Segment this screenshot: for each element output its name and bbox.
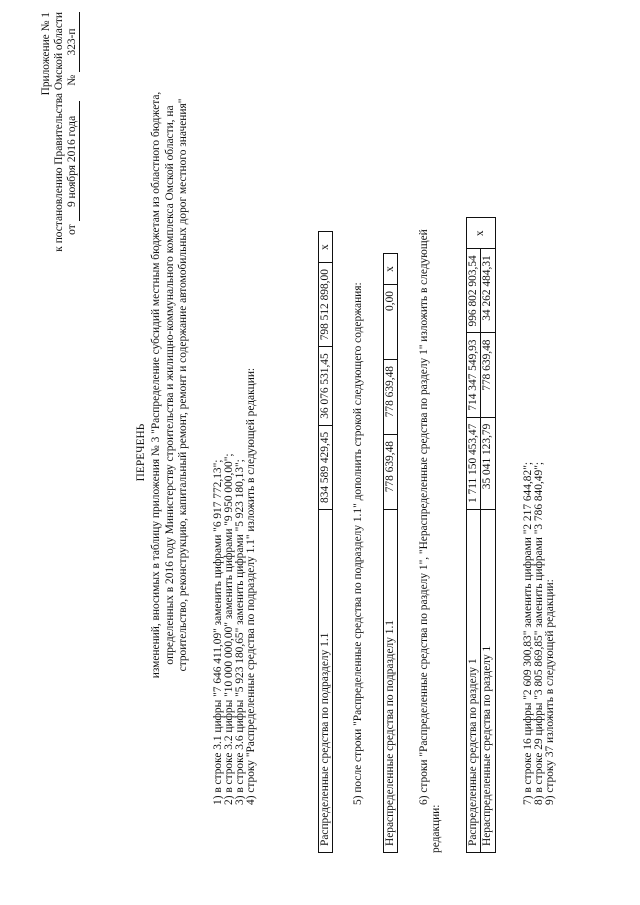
number-sign: № <box>66 74 78 86</box>
amendment-item-6-continuation: редакции: <box>430 804 442 853</box>
table-row <box>384 254 398 853</box>
amendment-item-6: 6) строки "Распределенные средства по разделу 1", "Нераспределенные средства по разделу 1" изложить в следующей <box>418 229 430 805</box>
table-cell: 1 711 150 453,47 <box>467 417 481 509</box>
table-cell: 35 041 123,79 <box>481 417 495 509</box>
table-row <box>467 218 481 853</box>
resolution-number: 323-п <box>67 12 80 72</box>
table-cell: 778 639,48 <box>384 435 398 510</box>
appendix-header <box>40 12 79 252</box>
table-cell: 996 802 903,54 <box>467 249 481 333</box>
list-item: 4) строку "Распределенные средства по подразделу 1.1" изложить в следующей редакции: <box>245 367 257 805</box>
table-row <box>481 218 495 853</box>
table-cell: х <box>467 218 496 249</box>
table-cell: 34 262 484,31 <box>481 249 495 333</box>
appendix-number: Приложение № 1 <box>40 12 52 96</box>
table-cell: 834 589 429,45 <box>319 425 333 509</box>
table-cell: 714 347 549,93 <box>467 333 481 417</box>
table-cell: 778 639,48 <box>481 333 495 417</box>
table-section-1 <box>466 217 496 853</box>
resolution-date: 9 ноября 2016 года <box>67 101 80 221</box>
table-cell: 778 639,48 <box>384 360 398 435</box>
list-item: 9) строку 37 изложить в следующей редакции: <box>544 579 556 805</box>
table-cell: 0,00 <box>384 285 398 360</box>
intro-line: изменений, вносимых в таблицу приложения № 3 "Распределение субсидий местным бюджетам из областного бюджета, <box>150 91 162 679</box>
document-intro <box>150 5 191 765</box>
intro-line: строительство, реконструкцию, капитальный ремонт, ремонт и содержание автомобильных дорог местного значения" <box>177 98 190 672</box>
list-item: 3) в строке 3.6 цифры "5 923 180,65" заменить цифрами "5 923 180,13"; <box>234 459 246 805</box>
table-cell: х <box>319 232 333 263</box>
table-subsection-distributed <box>318 231 333 853</box>
amendment-list-1-4 <box>212 368 256 805</box>
intro-line: определенных в 2016 году Министерству строительства и жилищно-коммунального комплекса Омской области, на <box>163 105 176 665</box>
list-item: 1) в строке 3.1 цифры "7 646 411,09" заменить цифрами "6 917 772,13"; <box>212 459 224 805</box>
appendix-resolution-line: к постановлению Правительства Омской области <box>53 12 65 252</box>
amendment-list-7-9 <box>522 462 555 805</box>
list-item: 7) в строке 16 цифры "2 609 300,83" заменить цифрами "2 217 644,82"; <box>522 461 534 805</box>
table-cell: 798 512 898,00 <box>319 263 333 347</box>
table-cell: х <box>384 254 398 285</box>
table-cell: Нераспределенные средства по подразделу 1.1 <box>384 510 398 853</box>
table-cell: 36 076 531,45 <box>319 347 333 426</box>
appendix-date-line <box>66 12 79 252</box>
document-title: ПЕРЕЧЕНЬ <box>135 423 147 482</box>
table-cell: Нераспределенные средства по разделу 1 <box>481 510 495 853</box>
date-prefix: от <box>66 224 78 235</box>
list-item: 8) в строке 29 цифры "3 805 869,85" заменить цифрами "3 786 840,49"; <box>533 461 545 805</box>
table-subsection-undistributed <box>383 253 398 853</box>
table-row <box>319 232 333 853</box>
list-item: 2) в строке 3.2 цифры "10 000 000,00" заменить цифрами "9 950 000,00"; <box>223 453 235 805</box>
table-cell: Распределенные средства по разделу 1 <box>467 510 481 853</box>
amendment-item-5: 5) после строки "Распределенные средства по подразделу 1.1" дополнить строкой следующего содержания: <box>352 282 364 805</box>
table-cell: Распределенные средства по подразделу 1.1 <box>319 510 333 853</box>
